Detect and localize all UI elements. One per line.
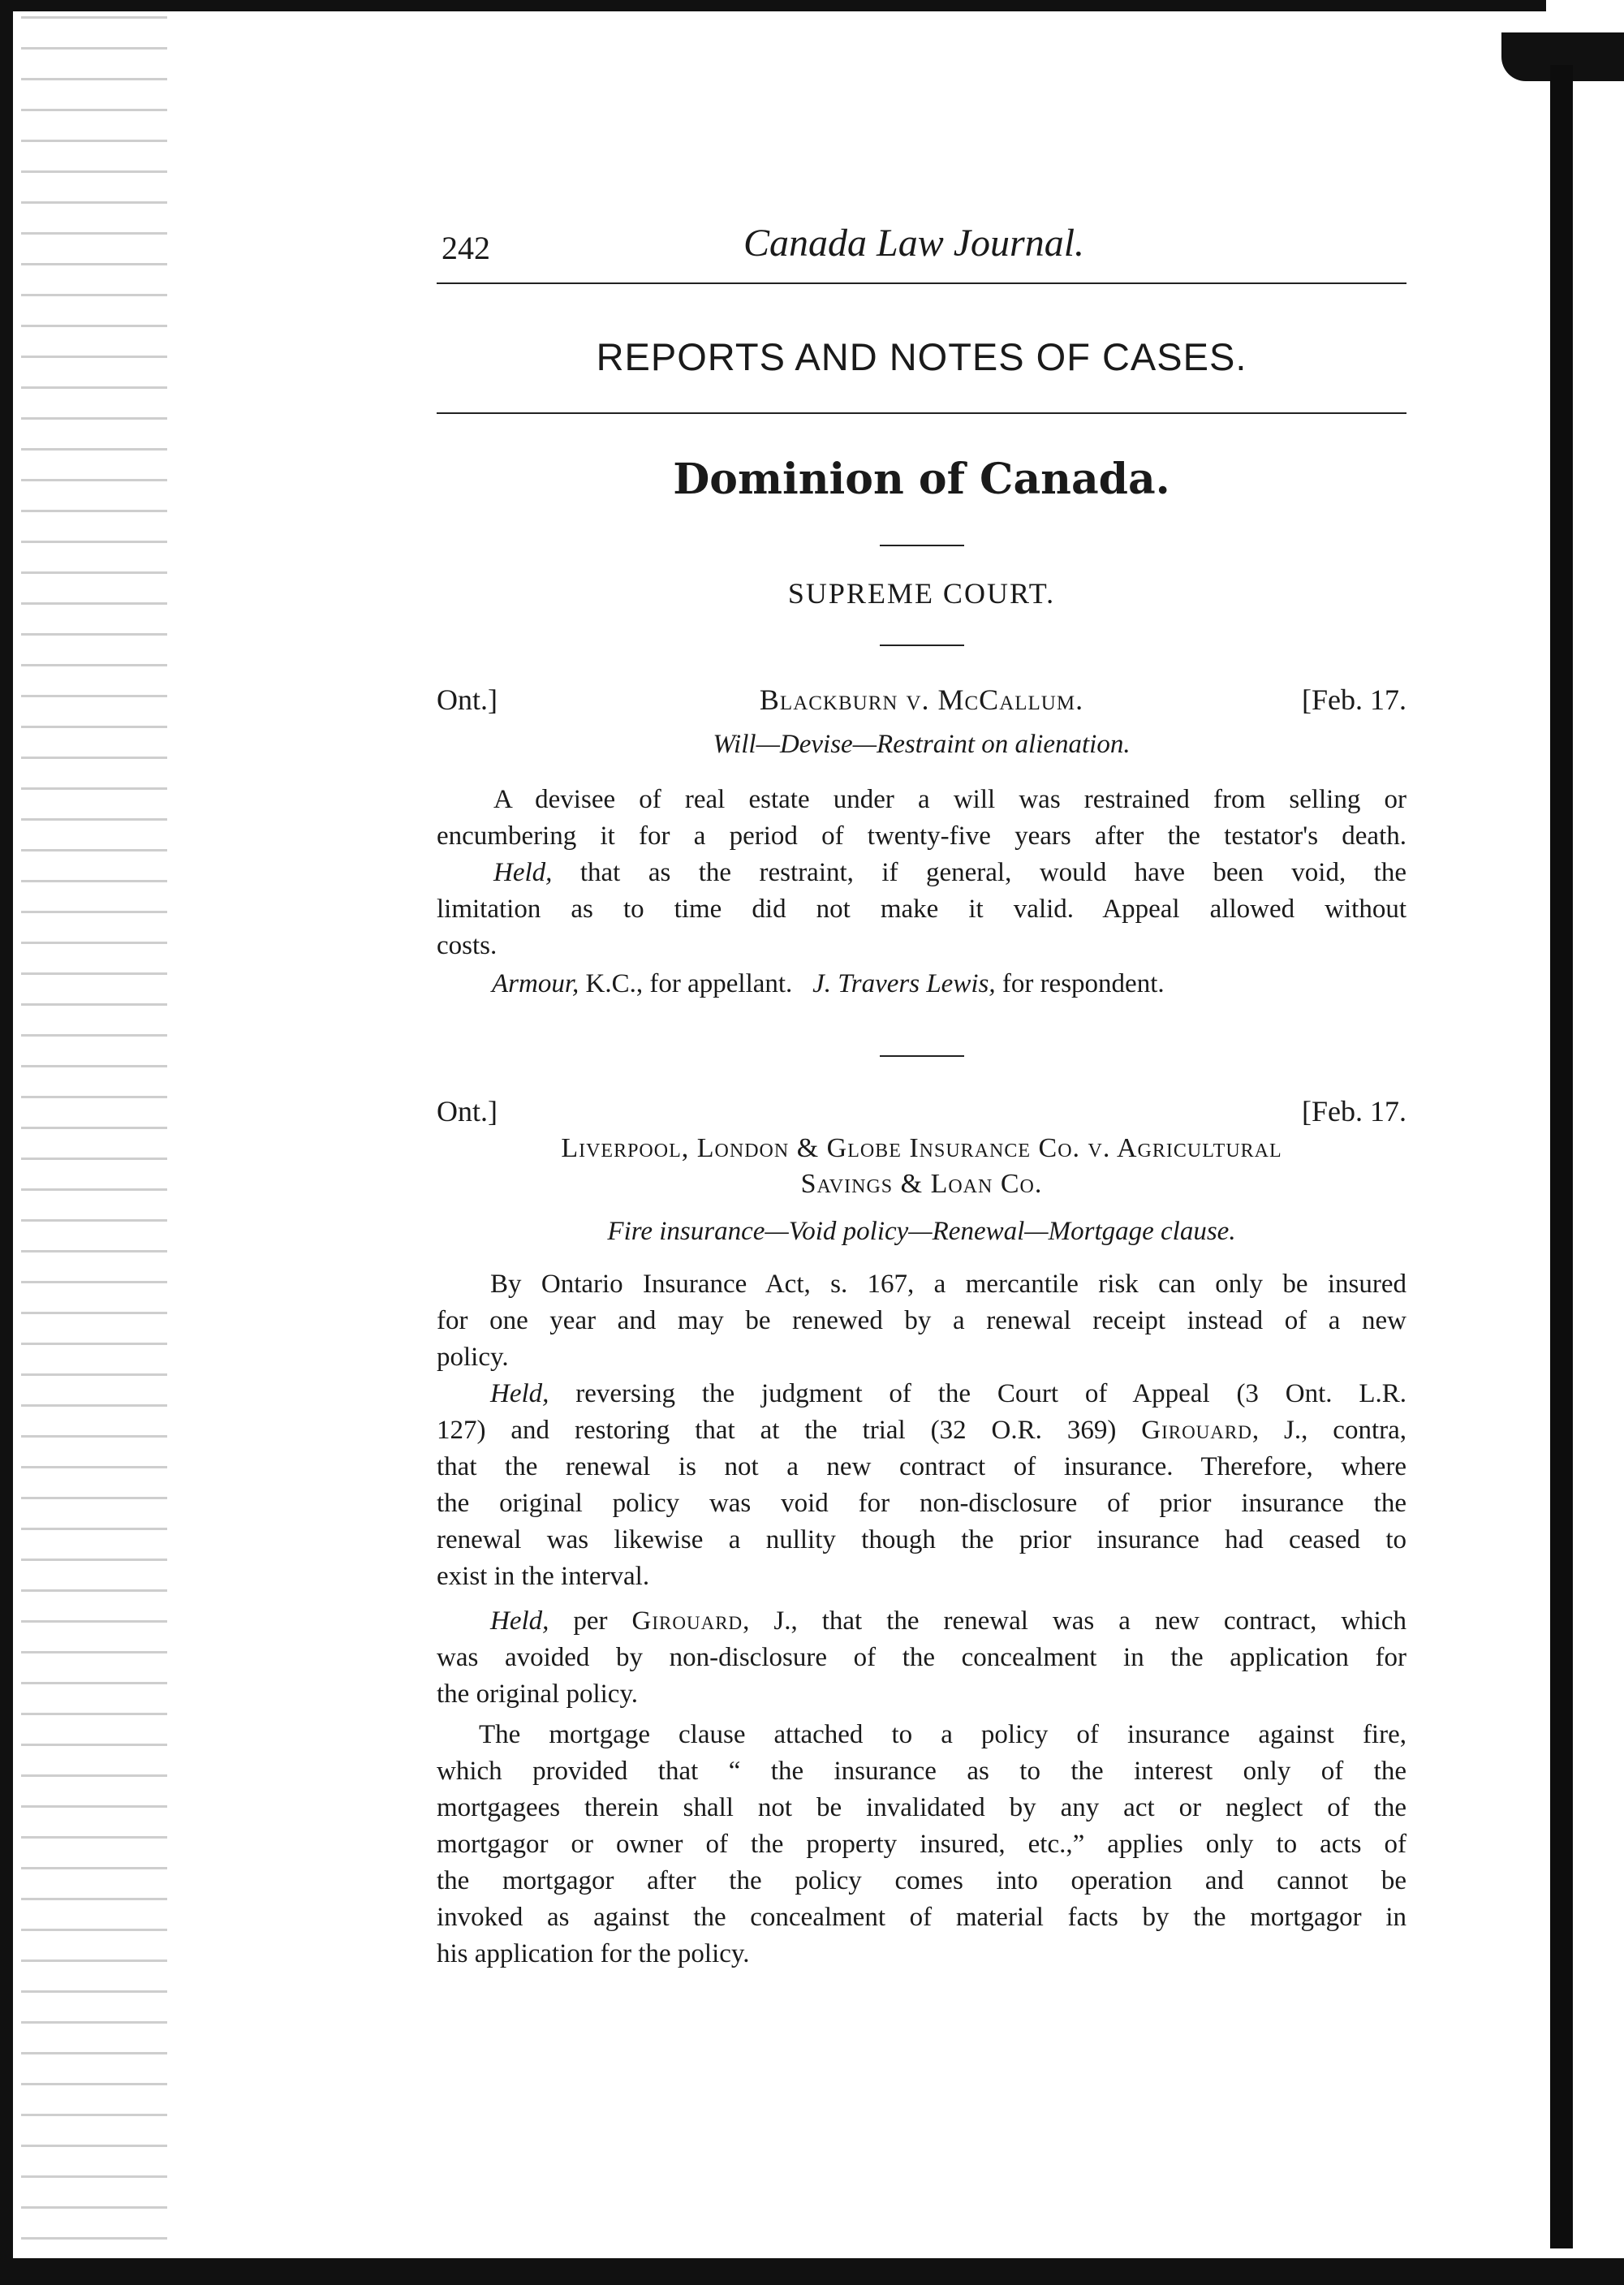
header-rule [437,282,1406,284]
jurisdiction-heading: Dominion of Canada. [673,455,1170,504]
page-number: 242 [442,230,490,266]
case2-text-line: mortgagor or owner of the property insured, etc.,” applies only to acts of [437,1830,1406,1859]
divider [880,1055,964,1057]
case2-held-line: Held, per Girouard, J., that the renewal was a new contract, which [490,1606,1406,1636]
case2-text-line: policy. [437,1343,509,1372]
case2-text-line: his application for the policy. [437,1939,750,1968]
case1-province: Ont.] [437,683,498,716]
divider [880,545,964,546]
case1-header [437,682,1406,718]
case2-text-line: which provided that “ the insurance as to the interest only of the [437,1757,1406,1786]
case1-text-line: costs. [437,931,498,960]
section-rule [437,412,1406,414]
case2-text-line: The mortgage clause attached to a policy of insurance against fire, [479,1720,1406,1749]
case2-province: Ont.] [437,1095,498,1127]
case2-text-line: for one year and may be renewed by a renewal receipt instead of a new [437,1306,1406,1335]
case2-date: [Feb. 17. [1302,1095,1406,1127]
case2-text-line: the mortgagor after the policy comes into operation and cannot be [437,1866,1406,1895]
case2-text-line: 127) and restoring that at the trial (32 O.R. 369) Girouard, J., contra, [437,1416,1406,1445]
section-title: REPORTS AND NOTES OF CASES. [596,335,1247,378]
case1-date: [Feb. 17. [1302,683,1406,716]
case2-header [437,1093,1406,1130]
divider [880,645,964,646]
case2-text-line: By Ontario Insurance Act, s. 167, a mercantile risk can only be insured [490,1270,1406,1299]
case2-text-line: that the renewal is not a new contract of insurance. Therefore, where [437,1452,1406,1481]
case2-text-line: renewal was likewise a nullity though the prior insurance had ceased to [437,1525,1406,1554]
case1-headnote: Will—Devise—Restraint on alienation. [713,730,1131,759]
case2-text-line: mortgagees therein shall not be invalidated by any act or neglect of the [437,1793,1406,1822]
case2-text-line: exist in the interval. [437,1562,650,1591]
case2-text-line: invoked as against the concealment of material facts by the mortgagor in [437,1903,1406,1932]
case2-text-line: the original policy was void for non-disclosure of prior insurance the [437,1489,1406,1518]
case2-parties: Liverpool, London & Globe Insurance Co. v. Agricultural [561,1133,1282,1163]
journal-title: Canada Law Journal. [743,222,1085,265]
case2-text-line: the original policy. [437,1679,639,1709]
case1-text-line: A devisee of real estate under a will was restrained from selling or [493,785,1406,814]
case1-held-line: Held, that as the restraint, if general, would have been void, the [493,858,1406,887]
court-heading: SUPREME COURT. [787,577,1056,610]
case2-parties: Savings & Loan Co. [800,1169,1043,1199]
case1-counsel: Armour, K.C., for appellant. J. Travers Lewis, for respondent. [492,969,1165,998]
case2-text-line: was avoided by non-disclosure of the concealment in the application for [437,1643,1406,1672]
case1-text-line: limitation as to time did not make it valid. Appeal allowed without [437,895,1406,924]
case1-text-line: encumbering it for a period of twenty-five years after the testator's death. [437,821,1406,851]
case2-held-line: Held, reversing the judgment of the Court of Appeal (3 Ont. L.R. [490,1379,1406,1408]
case1-parties: Blackburn v. McCallum. [759,683,1084,716]
case2-headnote: Fire insurance—Void policy—Renewal—Mortgage clause. [607,1217,1236,1246]
